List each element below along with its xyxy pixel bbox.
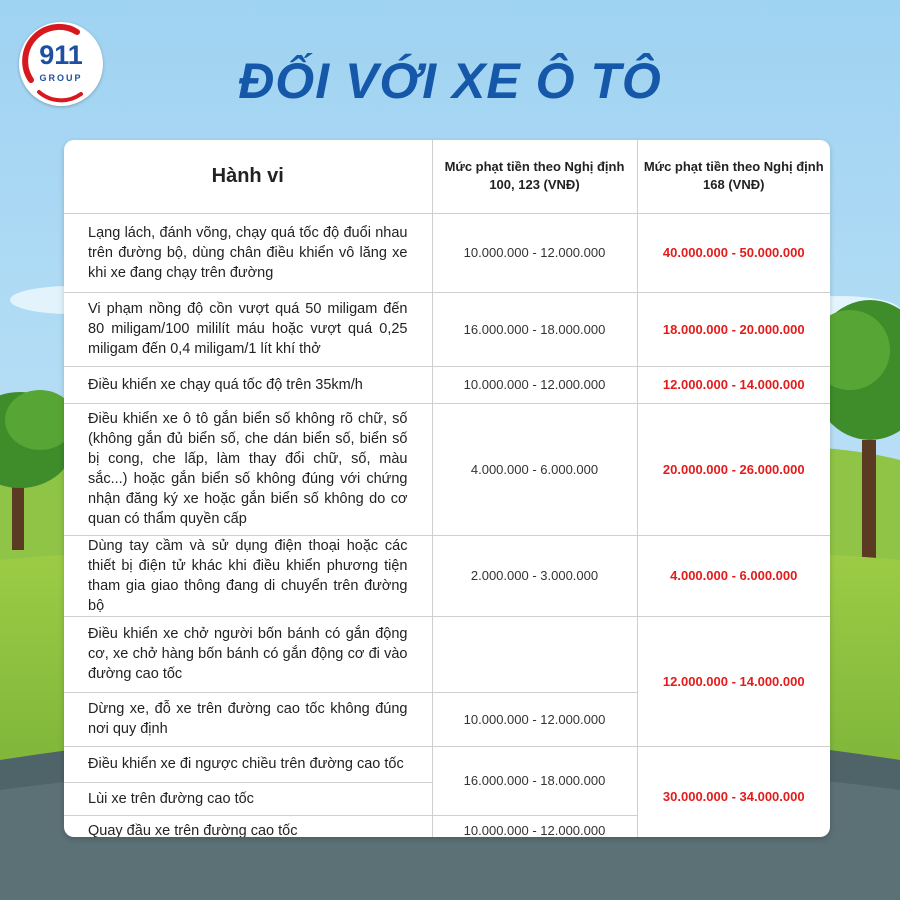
- logo-group-text: GROUP: [39, 73, 83, 83]
- header-new-decree: Mức phạt tiền theo Nghị định 168 (VNĐ): [637, 140, 830, 213]
- old-fine-cell: 16.000.000 - 18.000.000: [432, 746, 637, 815]
- behavior-cell: Điều khiển xe chạy quá tốc độ trên 35km/h: [64, 366, 432, 403]
- behavior-cell: Vi phạm nồng độ cồn vượt quá 50 miligam đến 80 miligam/100 mililít máu hoặc vượt quá 0,25 miligam đến 0,4 miligam/1 lít khí thở: [64, 292, 432, 366]
- header-old-decree: Mức phạt tiền theo Nghị định 100, 123 (VNĐ): [432, 140, 637, 213]
- logo-number: 911: [39, 40, 83, 70]
- table-row: [64, 292, 830, 366]
- behavior-cell: Lùi xe trên đường cao tốc: [64, 782, 432, 815]
- table-row: [64, 213, 830, 292]
- old-fine-cell: 10.000.000 - 12.000.000: [432, 366, 637, 403]
- behavior-cell: Lạng lách, đánh võng, chạy quá tốc độ đuổi nhau trên đường bộ, dùng chân điều khiển vô lăng xe khi xe đang chạy trên đường: [64, 213, 432, 292]
- behavior-cell: Điều khiển xe chở người bốn bánh có gắn động cơ, xe chở hàng bốn bánh có gắn động cơ đi vào đường cao tốc: [64, 616, 432, 692]
- behavior-cell: Dùng tay cầm và sử dụng điện thoại hoặc các thiết bị điện tử khác khi điều khiển phương tiện tham gia giao thông đang di chuyển trên đường bộ: [64, 535, 432, 616]
- table-header-row: [64, 140, 830, 213]
- old-fine-cell: 10.000.000 - 12.000.000: [432, 692, 637, 746]
- old-fine-cell: 4.000.000 - 6.000.000: [432, 403, 637, 535]
- old-fine-cell: 2.000.000 - 3.000.000: [432, 535, 637, 616]
- new-fine-cell: 40.000.000 - 50.000.000: [637, 213, 830, 292]
- page-title: ĐỐI VỚI XE Ô TÔ: [238, 53, 662, 109]
- table-row: [64, 366, 830, 403]
- table-row: [64, 616, 830, 692]
- behavior-cell: Quay đầu xe trên đường cao tốc: [64, 815, 432, 837]
- behavior-cell: Dừng xe, đỗ xe trên đường cao tốc không đúng nơi quy định: [64, 692, 432, 746]
- table-row: [64, 746, 830, 782]
- behavior-cell: Điều khiển xe đi ngược chiều trên đường cao tốc: [64, 746, 432, 782]
- behavior-cell: Điều khiển xe ô tô gắn biển số không rõ chữ, số (không gắn đủ biển số, che dán biển số, biển số bị cong, che lấp, làm thay đổi chữ, số, màu sắc...) hoặc gắn biển số không đúng với chứng nhận đăng ký xe hoặc gắn biển số không do cơ quan có thẩm quyền cấp: [64, 403, 432, 535]
- new-fine-cell: 12.000.000 - 14.000.000: [637, 366, 830, 403]
- new-fine-cell: 20.000.000 - 26.000.000: [637, 403, 830, 535]
- table-row: [64, 535, 830, 616]
- new-fine-cell: 12.000.000 - 14.000.000: [637, 616, 830, 746]
- fine-table: [64, 140, 830, 837]
- old-fine-cell: [432, 616, 637, 692]
- old-fine-cell: 10.000.000 - 12.000.000: [432, 815, 637, 837]
- new-fine-cell: 4.000.000 - 6.000.000: [637, 535, 830, 616]
- header-behavior: Hành vi: [64, 140, 432, 213]
- new-fine-cell: 30.000.000 - 34.000.000: [637, 746, 830, 837]
- new-fine-cell: 18.000.000 - 20.000.000: [637, 292, 830, 366]
- table-row: [64, 403, 830, 535]
- old-fine-cell: 10.000.000 - 12.000.000: [432, 213, 637, 292]
- old-fine-cell: 16.000.000 - 18.000.000: [432, 292, 637, 366]
- fine-table-card: [64, 140, 830, 837]
